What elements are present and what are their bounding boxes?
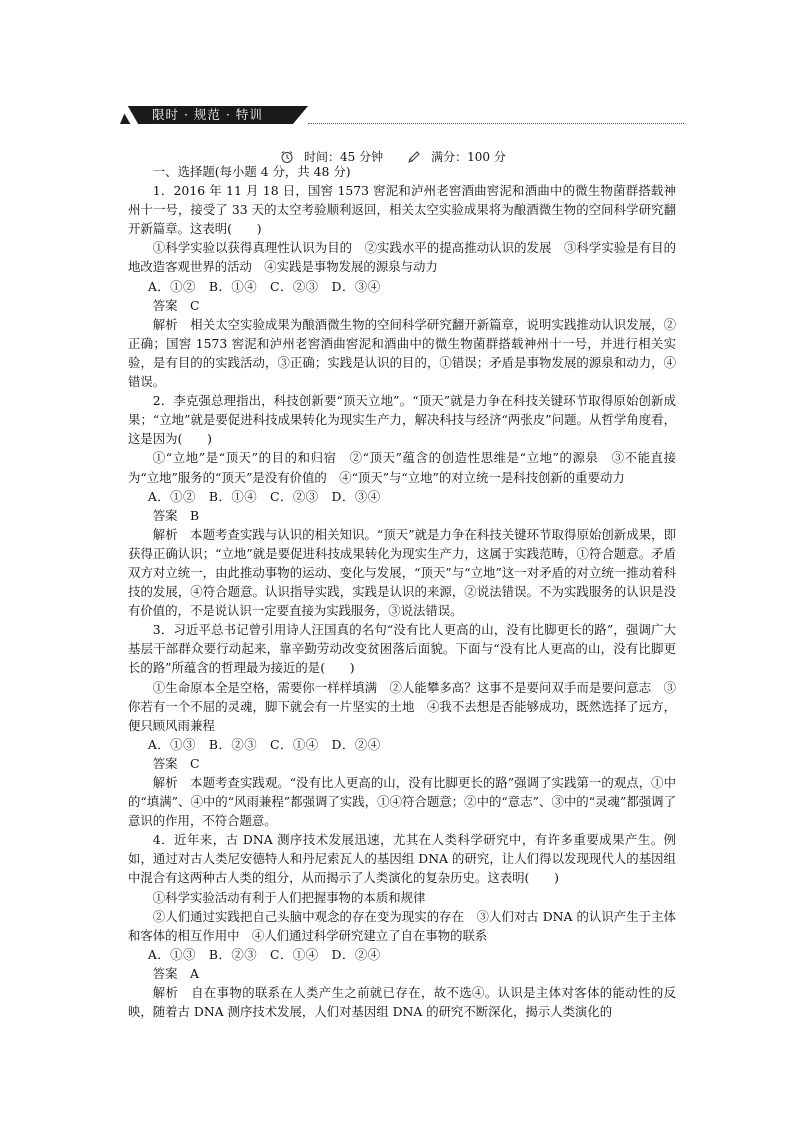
question-analysis: 解析 本题考查实践观。“没有比人更高的山，没有比脚更长的路”强调了实践第一的观点，①中的“填满”、④中的“风雨兼程”都强调了实践，①④符合题意；②中的“意志”、③中的“灵魂”都强调了意识的作用，不符合题意。 <box>128 775 676 829</box>
banner-title: 限时 · 规范 · 特训 <box>152 107 263 122</box>
question-analysis: 解析 本题考查实践与认识的相关知识。“顶天”就是力争在科技关键环节取得原始创新成果，即获得正确认识；“立地”就是要促进科技成果转化为现实生产力，这属于实践范畴，①符合题意。矛盾双方对立统一，由此推动事物的运动、变化与发展，“顶天”与“立地”这一对矛盾的对立统一推动着科技的发展，④符合题意。认识指导实践，实践是认识的来源，②说法错误。不为实践服务的认识是没有价值的，不是说认识一定要直接为实践服务，③说法错误。 <box>128 526 676 619</box>
question-options: A．①② B．①④ C．②③ D．③④ <box>147 278 381 294</box>
question-statement: ①科学实验活动有利于人们把握事物的本质和规律 <box>152 889 426 905</box>
section-banner <box>120 106 308 124</box>
question-options: A．①② B．①④ C．②③ D．③④ <box>147 488 381 504</box>
question-statements: ①科学实验以获得真理性认识为目的 ②实践水平的提高推动认识的发展 ③科学实验是有目的地改造客观世界的活动 ④实践是事物发展的源泉与动力 <box>128 240 676 275</box>
banner-dotted-rule <box>308 123 684 124</box>
full-score: 满分：100 分 <box>431 150 506 164</box>
question-stem: 2．李克强总理指出，科技创新要“顶天立地”。“顶天”就是力争在科技关键环节取得原始创新成果；“立地”就是要促进科技成果转化为现实生产力，解决科技与经济“两张皮”问题。从哲学角度看，这是因为( ) <box>128 393 676 447</box>
question-analysis: 解析 自在事物的联系在人类产生之前就已存在，故不选④。认识是主体对客体的能动性的反映，随着古 DNA 测序技术发展，人们对基因组 DNA 的研究不断深化，揭示人类演化的 <box>128 985 676 1020</box>
question-statement: ②人们通过实践把自己头脑中观念的存在变为现实的存在 ③人们对古 DNA 的认识产生于主体和客体的相互作用中 ④人们通过科学研究建立了自在事物的联系 <box>128 908 676 943</box>
question-stem: 4．近年来，古 DNA 测序技术发展迅速，尤其在人类科学研究中，有许多重要成果产生。例如，通过对古人类尼安德特人和丹尼索瓦人的基因组 DNA 的研究，让人们得以发现现代人的基因组中混合有这两种古人类的组分，从而揭示了人类演化的复杂历史。这表明( ) <box>128 832 676 886</box>
question-answer: 答案 A <box>152 965 199 981</box>
question-answer: 答案 C <box>152 755 200 771</box>
question-statements: ①“立地”是“顶天”的目的和归宿 ②“顶天”蕴含的创造性思维是“立地”的源泉 ③不能直接为“立地”服务的“顶天”是没有价值的 ④“顶天”与“立地”的对立统一是科技创新的重要动力 <box>128 450 676 485</box>
question-answer: 答案 B <box>152 507 200 523</box>
question-statements: ①生命原本全是空格，需要你一样样填满 ②人能攀多高？这事不是要问双手而是要问意志 ③你若有一个不屈的灵魂，脚下就会有一片坚实的土地 ④我不去想是否能够成功，既然选择了远方，便只顾风雨兼程 <box>128 679 676 733</box>
section-title: 一、选择题(每小题 4 分，共 48 分) <box>152 164 351 179</box>
exam-content <box>128 162 676 1021</box>
question-options: A．①③ B．②③ C．①④ D．②④ <box>147 736 381 752</box>
question-stem: 1．2016 年 11 月 18 日，国窖 1573 窖泥和泸州老窖酒曲窖泥和酒曲中的微生物菌群搭载神州十一号，接受了 33 天的太空考验顺利返回，相关太空实验成果将为酿酒微生物的空间科学研究翻开新篇章。这表明( ) <box>128 183 676 237</box>
question-options: A．①③ B．②③ C．①④ D．②④ <box>147 946 381 962</box>
time-limit: 时间：45 分钟 <box>304 150 384 164</box>
question-analysis: 解析 相关太空实验成果为酿酒微生物的空间科学研究翻开新篇章，说明实践推动认识发展，②正确；国窖 1573 窖泥和泸州老窖酒曲窖泥和酒曲中的微生物菌群搭载神州十一号，并进行相关实验，是有目的的实践活动，③正确；实践是认识的目的，①错误；矛盾是事物发展的源泉和动力，④错误。 <box>128 316 676 390</box>
question-stem: 3．习近平总书记曾引用诗人汪国真的名句“没有比人更高的山，没有比脚更长的路”，强调广大基层干部群众要行动起来，靠辛勤劳动改变贫困落后面貌。下面与“没有比人更高的山，没有比脚更长的路”所蕴含的哲理最为接近的是( ) <box>128 622 676 676</box>
question-answer: 答案 C <box>152 297 200 313</box>
